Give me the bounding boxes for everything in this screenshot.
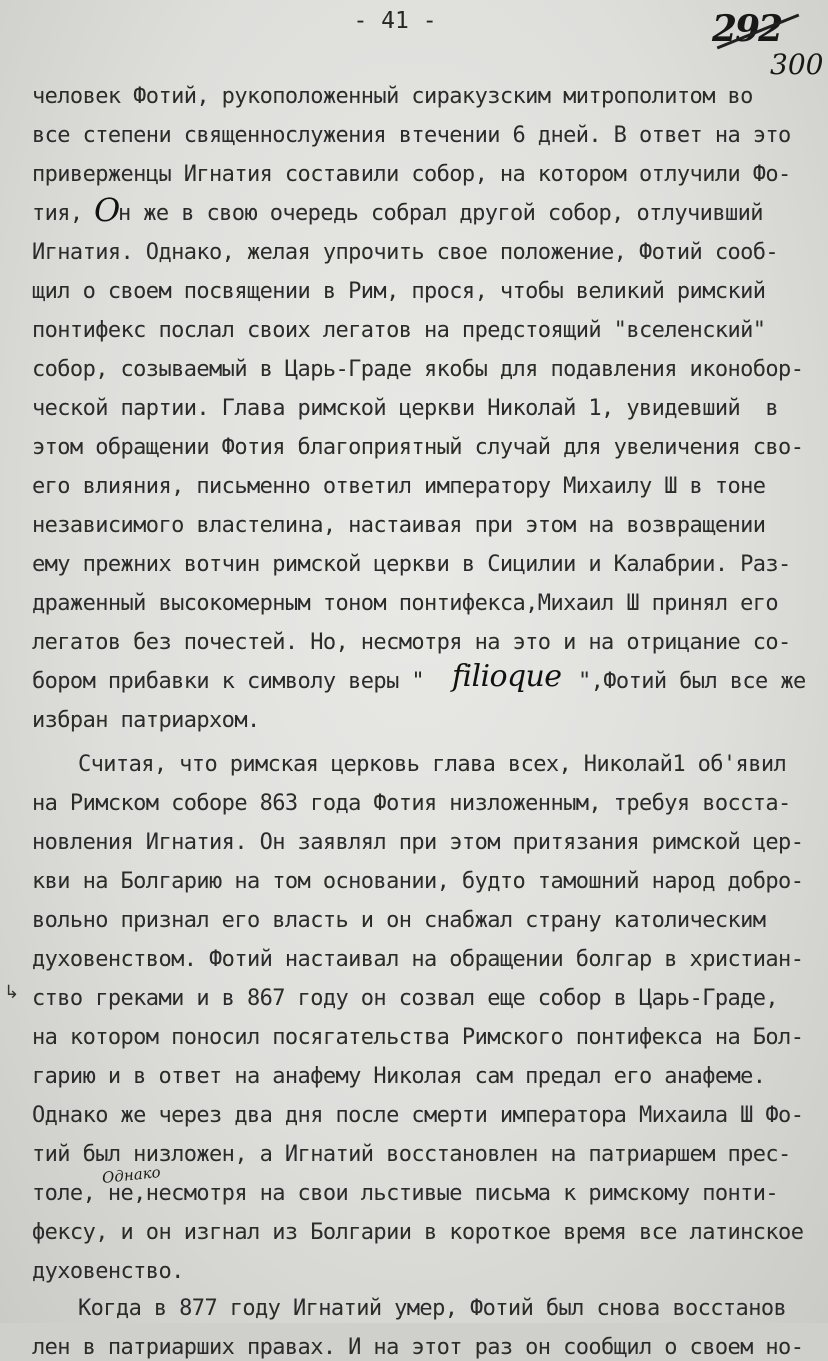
text-line: бором прибавки к символу веры " (32, 669, 424, 694)
text-line: фексу, и он изгнал из Болгарии в короткое время все латинское (32, 1220, 804, 1245)
text-line: гарию и в ответ на анафему Николая сам предал его анафеме. (32, 1064, 766, 1089)
text-line: вольно признал его власть и он снабжал страну католическим (32, 908, 766, 933)
text-line: ческой партии. Глава римской церкви Николай 1, увидевший в (32, 396, 779, 421)
text-line: н же в свою очередь собрал другой собор, отлучивший (118, 201, 763, 226)
text-line: новления Игнатия. Он заявлял при этом притязания римской цер- (32, 830, 804, 855)
folio-current: 300 (770, 48, 824, 81)
text-line: Когда в 877 году Игнатий умер, Фотий был снова восстанов (78, 1296, 787, 1321)
text-line: лен в патриарших правах. И на этот раз он сообщил о своем но- (32, 1335, 804, 1360)
text-line: ему прежних вотчин римской церкви в Сицилии и Калабрии. Раз- (32, 552, 791, 577)
text-line: духовенство. (32, 1259, 184, 1284)
text-line: кви на Болгарию на том основании, будто тамошний народ добро- (32, 869, 804, 894)
handwritten-filioque: filioque (452, 659, 562, 694)
text-line: собор, созываемый в Царь-Граде якобы для подавления иконобор- (32, 357, 804, 382)
text-line: избран патриархом. (32, 708, 260, 733)
text-line: на Римском соборе 863 года Фотия низложенным, требуя восста- (32, 791, 791, 816)
text-line: на котором поносил посягательства Римского понтифекса на Бол- (32, 1025, 804, 1050)
text-line: этом обращении Фотия благоприятный случай для увеличения сво- (32, 435, 804, 460)
text-line: щил о своем посвящении в Рим, прося, чтобы великий римский (32, 279, 766, 304)
text-line: приверженцы Игнатия составили собор, на котором отлучили Фо- (32, 162, 791, 187)
text-line: толе, не,несмотря на свои льстивые письма к римскому понти- (32, 1181, 779, 1206)
text-line: драженный высокомерным тоном понтифекса,Михаил Ш принял его (32, 591, 779, 616)
text-line: Игнатия. Однако, желая упрочить свое положение, Фотий сооб- (32, 240, 779, 265)
text-line: ство греками и в 867 году он созвал еще собор в Царь-Граде, (32, 986, 779, 1011)
text-line: тия, (32, 201, 83, 226)
text-line: духовенством. Фотий настаивал на обращении болгар в христиан- (32, 947, 804, 972)
text-line: понтифекс послал своих легатов на предстоящий "вселенский" (32, 318, 766, 343)
text-line: его влияния, письменно ответил императору Михаилу Ш в тоне (32, 474, 766, 499)
text-line: Считая, что римская церковь глава всех, Николай1 об'явил (78, 752, 787, 777)
page-number: - 41 - (353, 8, 437, 34)
text-line: Однако же через два дня после смерти императора Михаила Ш Фо- (32, 1103, 804, 1128)
margin-tick-mark: ↳ (4, 982, 20, 1003)
text-line: легатов без почестей. Но, несмотря на это и на отрицание со- (32, 630, 791, 655)
text-line: человек Фотий, рукоположенный сиракузским митрополитом во (32, 84, 753, 109)
text-line: ",Фотий был все же (578, 669, 806, 694)
folio-crossed-out: 292 (712, 8, 782, 50)
text-line: все степени священнослужения втечении 6 дней. В ответ на это (32, 123, 791, 148)
handwritten-insertion: Однако (101, 1162, 162, 1188)
handwritten-initial: О (94, 191, 120, 229)
text-line: тий был низложен, а Игнатий восстановлен на патриаршем прес- (32, 1142, 791, 1167)
text-line: независимого властелина, настаивая при этом на возвращении (32, 513, 766, 538)
